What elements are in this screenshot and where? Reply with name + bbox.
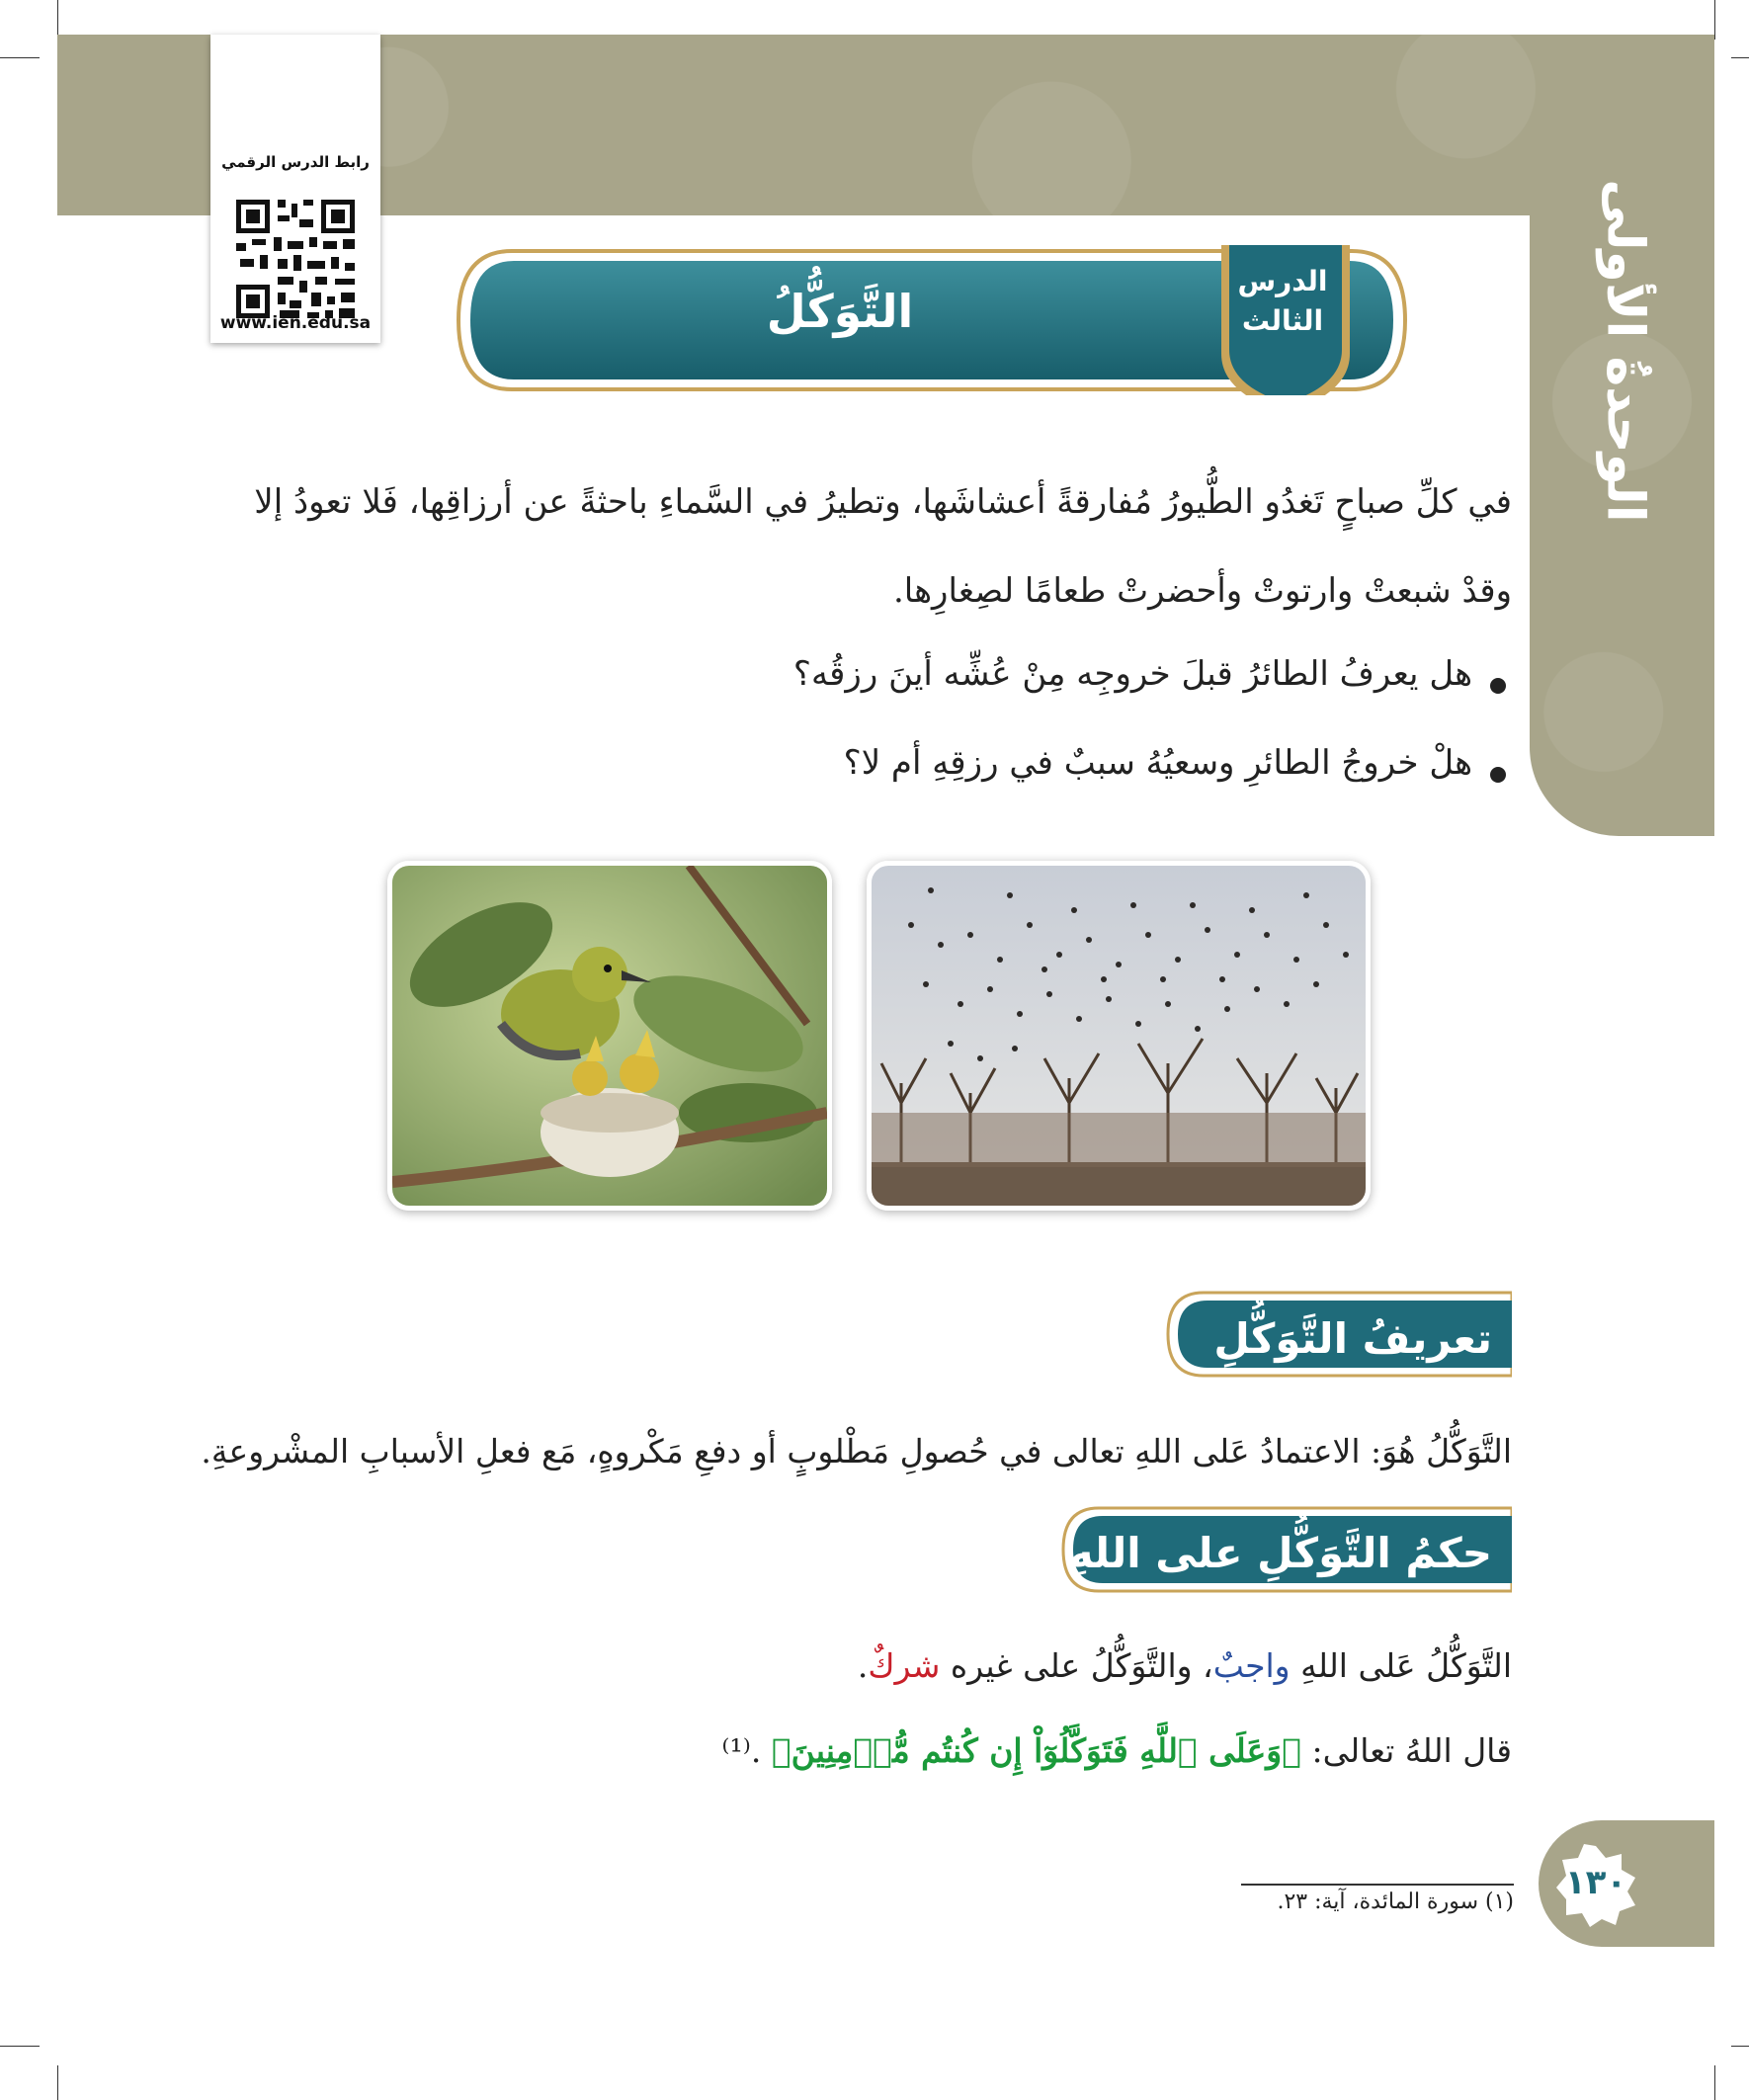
section-title-ruling: حكمُ التَّوَكُّلِ على اللهِ	[1068, 1529, 1492, 1577]
photo-bird-feeding-chicks	[387, 861, 832, 1211]
ruling-shirk: شركٌ	[868, 1646, 941, 1685]
crop-mark	[57, 0, 58, 40]
page-number: ١٣٠	[1564, 1863, 1627, 1902]
crop-mark	[0, 2046, 40, 2047]
crop-mark	[57, 2065, 58, 2100]
lesson-number-value: الثالث	[1241, 304, 1324, 337]
crop-mark	[0, 57, 40, 58]
section-title-definition: تعريفُ التَّوَكُّلِ	[1213, 1314, 1492, 1363]
quran-quote	[494, 1731, 1512, 1770]
question-2: هلْ خروجُ الطائرِ وسعيُهُ سببٌ في رزقِهِ أم لا؟	[843, 743, 1472, 783]
lesson-number-label: الدرس	[1237, 265, 1328, 297]
qr-card[interactable]	[210, 35, 380, 343]
intro-line-2: وقدْ شبعتْ وارتوتْ وأحضرتْ طعامًا لصِغارِها.	[892, 571, 1512, 611]
qr-url[interactable]: www.ien.edu.sa	[219, 313, 372, 333]
crop-mark	[1731, 2046, 1749, 2047]
qr-label: رابط الدرس الرقمي	[221, 153, 370, 171]
lesson-title: التَّوَكُّلُ	[766, 285, 914, 338]
crop-mark	[1714, 0, 1715, 40]
bullet-icon	[1490, 678, 1506, 694]
ruling-part-2: ، والتَّوَكُّلُ على غيره	[950, 1646, 1213, 1685]
quote-intro: قال اللهُ تعالى:	[1311, 1731, 1512, 1770]
unit-title: الوحدةُ الأولى	[1596, 179, 1655, 523]
ruling-wajib: واجبٌ	[1212, 1646, 1291, 1685]
crop-mark	[1731, 57, 1749, 58]
photo-bird-flock	[867, 861, 1371, 1211]
footnote: (١) سورة المائدة، آية: ٢٣.	[1277, 1890, 1514, 1914]
quran-verse: ﴿وَعَلَى ٱللَّهِ فَتَوَكَّلُوٓاْ إِن كُنتُم مُّؤۡمِنِينَ﴾	[771, 1731, 1302, 1770]
intro-line-1: في كلِّ صباحٍ تَغدُو الطُّيورُ مُفارقةً أعشاشَها، وتطيرُ في السَّماءِ باحثةً عن أرزاقِها، فَلا تعودُ إلا	[254, 482, 1512, 522]
ruling-part-1: التَّوَكُّلُ عَلى اللهِ	[1300, 1646, 1512, 1685]
footnote-ref[interactable]: .⁽¹⁾	[721, 1731, 762, 1770]
definition-text: التَّوَكُّلُ هُوَ: الاعتمادُ عَلى اللهِ تعالى في حُصولِ مَطْلوبٍ أو دفعِ مَكْروهٍ، مَع فعلِ الأسبابِ المشْروعةِ.	[201, 1432, 1512, 1470]
bullet-icon	[1490, 767, 1506, 783]
question-1: هل يعرفُ الطائرُ قبلَ خروجِه مِنْ عُشِّه أينَ رزقُه؟	[792, 654, 1472, 694]
ruling-text	[494, 1646, 1512, 1685]
crop-mark	[1714, 2065, 1715, 2100]
footnote-divider	[1241, 1884, 1514, 1886]
ruling-end: .	[857, 1646, 869, 1685]
